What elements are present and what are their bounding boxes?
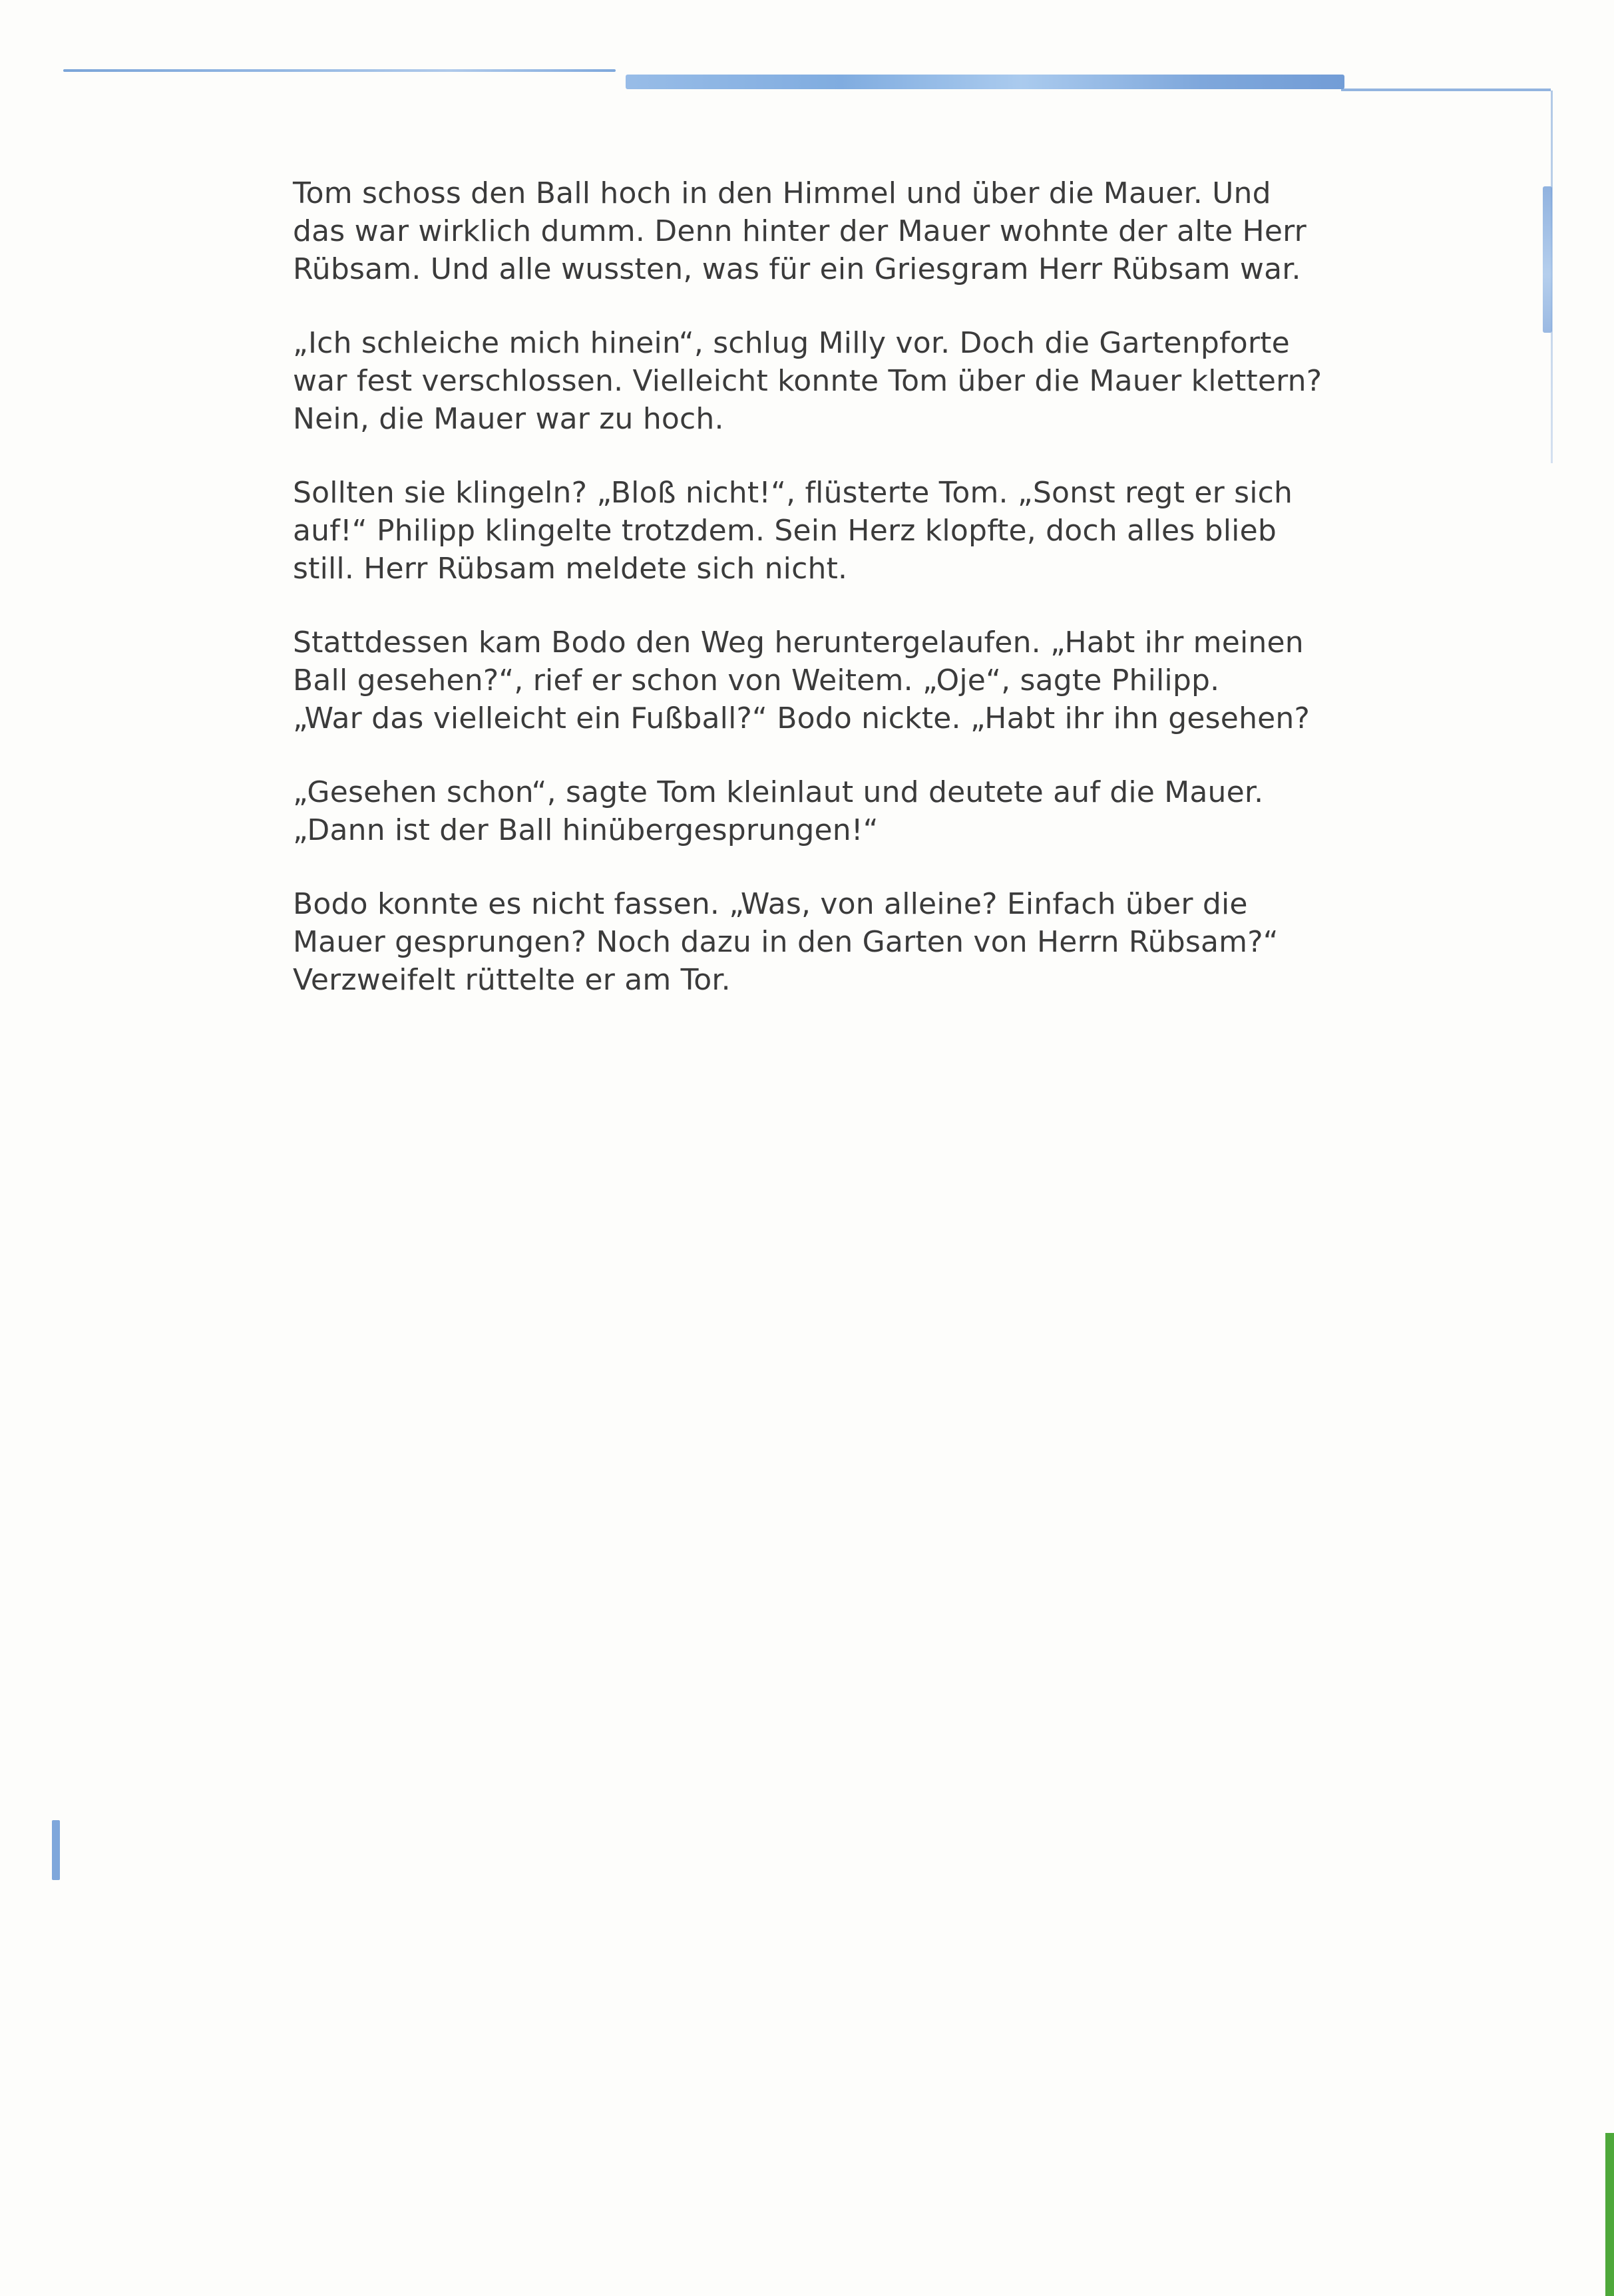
paragraph-6 [293, 885, 1358, 999]
text-line: still. Herr Rübsam meldete sich nicht. [293, 552, 848, 586]
text-line: Rübsam. Und alle wussten, was für ein Griesgram Herr Rübsam war. [293, 252, 1301, 286]
text-line: „War das vielleicht ein Fußball?“ Bodo nickte. „Habt ihr ihn gesehen? [293, 701, 1311, 735]
text-line: Ball gesehen?“, rief er schon von Weitem. „Oje“, sagte Philipp. [293, 664, 1220, 697]
text-line: auf!“ Philipp klingelte trotzdem. Sein Herz klopfte, doch alles blieb [293, 514, 1277, 548]
text-line: war fest verschlossen. Vielleicht konnte Tom über die Mauer klettern? [293, 364, 1322, 398]
top-border-crayon-stroke [626, 75, 1344, 89]
text-line: „Dann ist der Ball hinübergesprungen!“ [293, 813, 879, 847]
paragraph-4 [293, 624, 1358, 737]
text-line: Mauer gesprungen? Noch dazu in den Garten von Herrn Rübsam?“ [293, 925, 1279, 959]
left-border-crayon-mark [52, 1820, 60, 1880]
text-line: „Gesehen schon“, sagte Tom kleinlaut und deutete auf die Mauer. [293, 775, 1264, 809]
paragraph-3 [293, 474, 1358, 588]
text-line: Bodo konnte es nicht fassen. „Was, von alleine? Einfach über die [293, 887, 1248, 921]
text-line: Verzweifelt rüttelte er am Tor. [293, 963, 731, 997]
green-page-edge [1605, 2133, 1614, 2296]
text-line: Tom schoss den Ball hoch in den Himmel und über die Mauer. Und [293, 176, 1271, 210]
text-line: das war wirklich dumm. Denn hinter der Mauer wohnte der alte Herr [293, 214, 1307, 248]
paragraph-2 [293, 324, 1358, 438]
text-line: Sollten sie klingeln? „Bloß nicht!“, flüsterte Tom. „Sonst regt er sich [293, 476, 1293, 510]
text-line: Nein, die Mauer war zu hoch. [293, 402, 724, 436]
paragraph-1 [293, 174, 1358, 288]
text-line: „Ich schleiche mich hinein“, schlug Milly vor. Doch die Gartenpforte [293, 326, 1290, 360]
right-border-crayon-mark [1543, 186, 1552, 333]
story-text [293, 174, 1358, 1035]
paragraph-5 [293, 773, 1358, 849]
text-line: Stattdessen kam Bodo den Weg heruntergelaufen. „Habt ihr meinen [293, 626, 1304, 660]
top-border-line-right [1341, 89, 1551, 91]
top-border-line-left [63, 69, 616, 72]
